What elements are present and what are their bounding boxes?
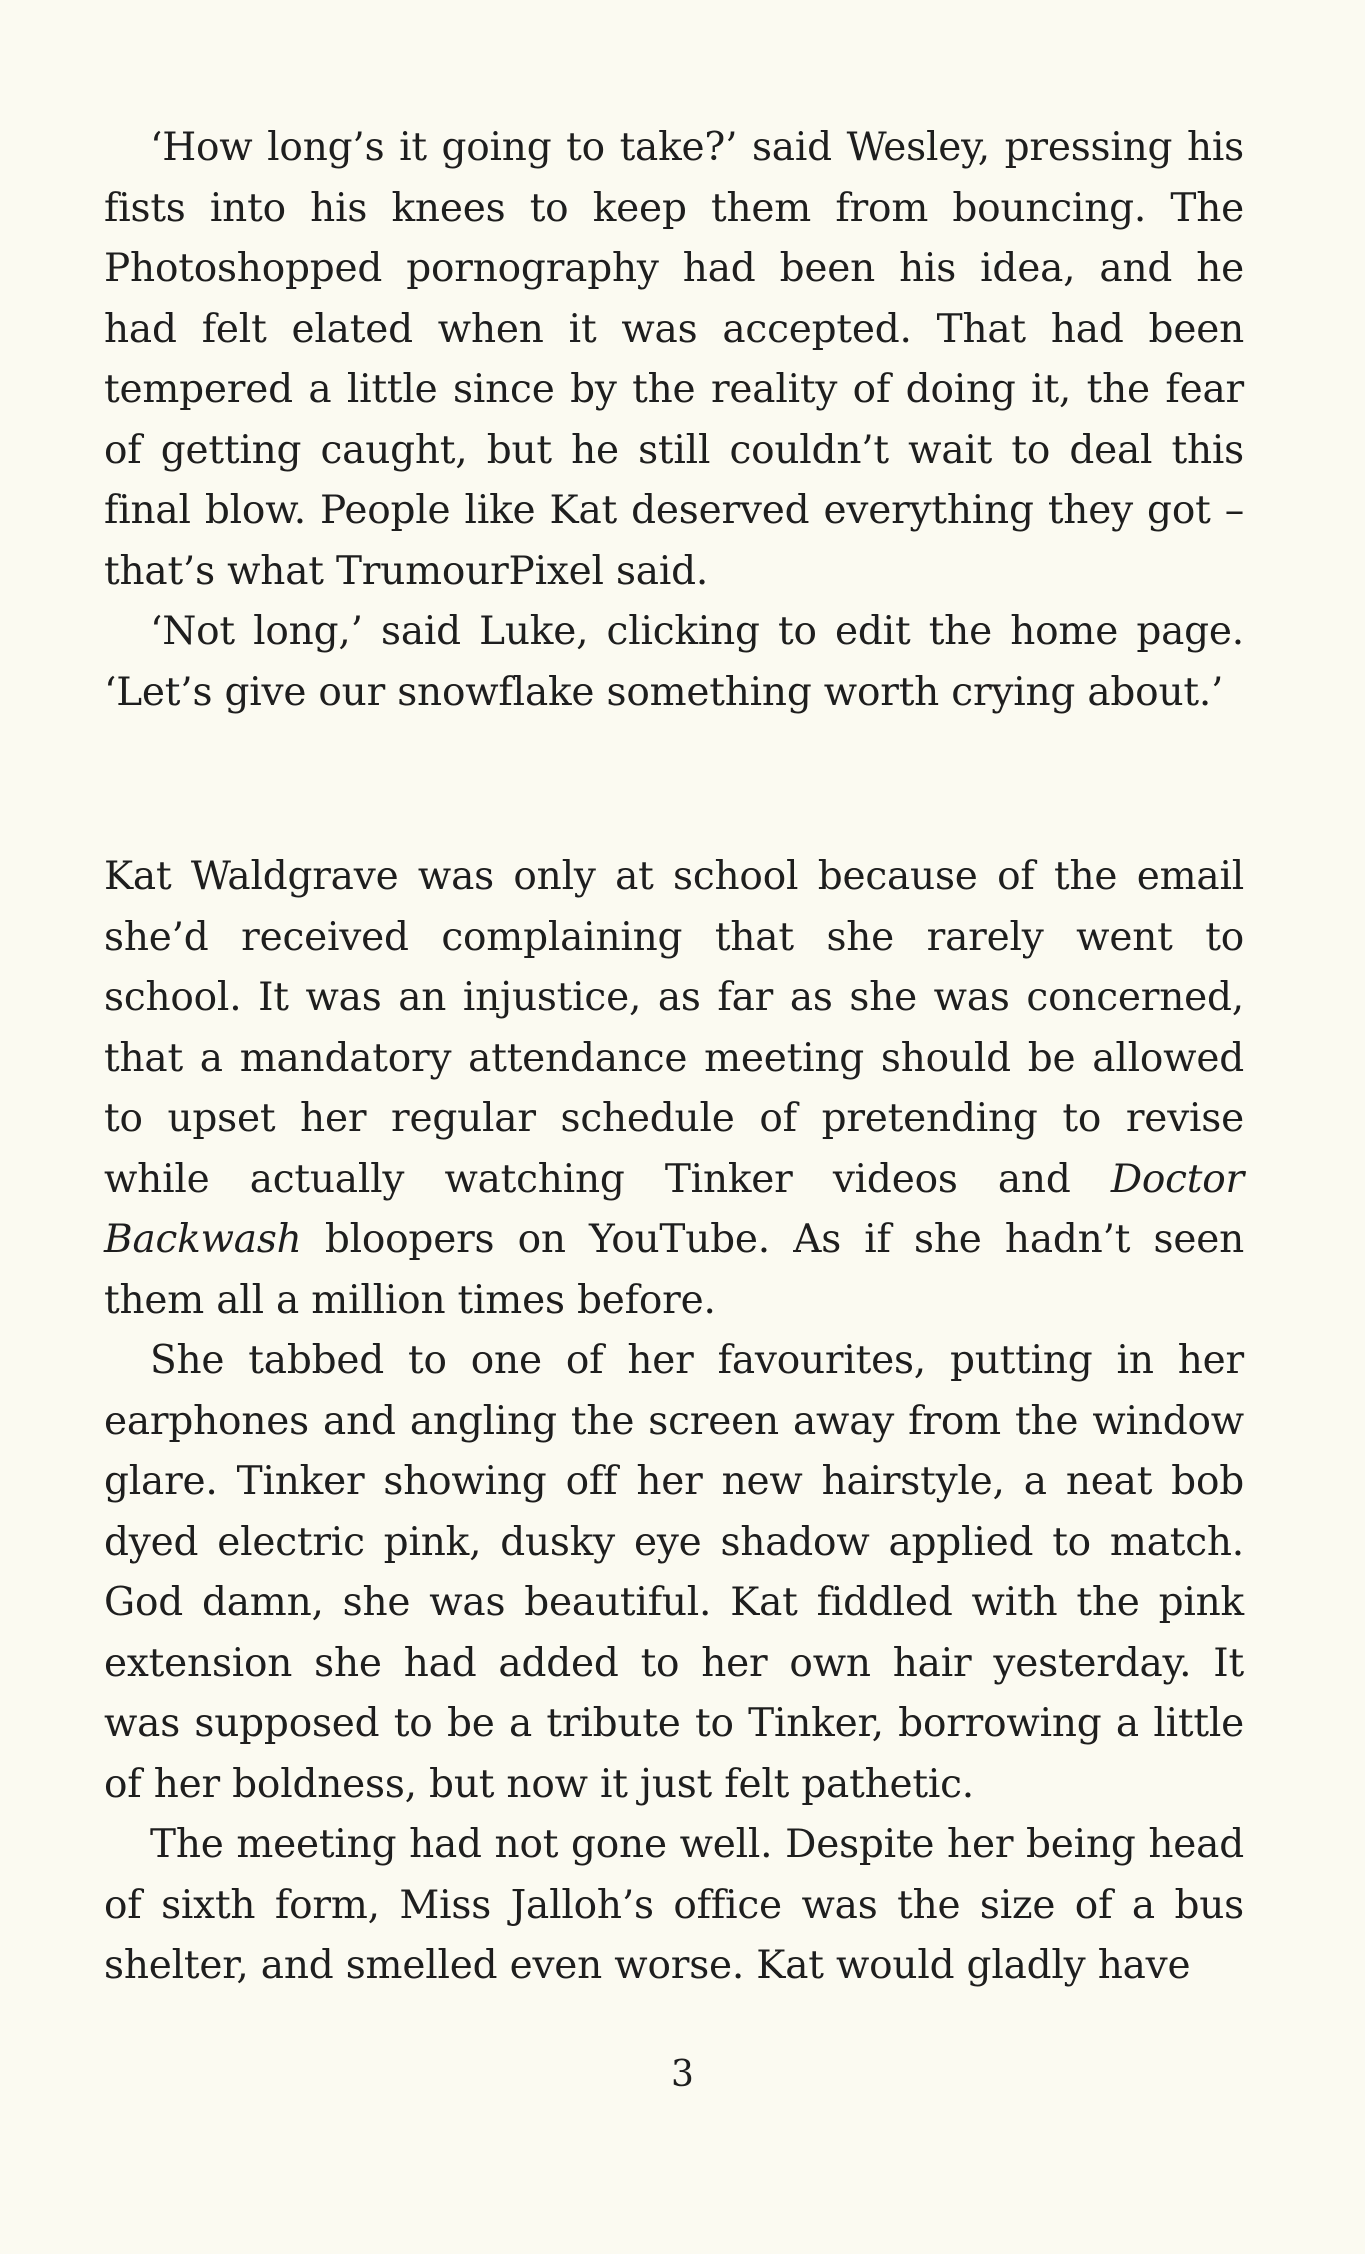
- paragraph-meeting: The meeting had not gone well. Despite her being head of sixth form, Miss Jalloh’s office was the size of a bus shelter, and smelled even worse. Kat would gladly have: [104, 1822, 1244, 1988]
- paragraph-wesley: ‘How long’s it going to take?’ said Wesley, pressing his fists into his knees to keep them from bouncing. The Photoshopped pornography had been his idea, and he had felt elated when it was accepted. That had been tempered a little since by the reality of doing it, the fear of getting caught, but he still couldn’t wait to deal this final blow. People like Kat deserved everything they got – that’s what TrumourPixel said.: [104, 125, 1244, 594]
- paragraph-tinker-video: She tabbed to one of her favourites, putting in her earphones and angling the screen away from the window glare. Tinker showing off her new hairstyle, a neat bob dyed electric pink, dusky eye shadow applied to match. God damn, she was beautiful. Kat fiddled with the pink extension she had added to her own hair yesterday. It was supposed to be a tribute to Tinker, borrowing a little of her boldness, but now it just felt pathetic.: [104, 1338, 1244, 1807]
- paragraph-luke: ‘Not long,’ said Luke, clicking to edit the home page. ‘Let’s give our snowflake something worth crying about.’: [104, 609, 1244, 715]
- paragraph-kat-school-text-a: Kat Waldgrave was only at school because of the email she’d received complaining that she rarely went to school. It was an injustice, as far as she was concerned, that a mandatory attendance meeting should be allowed to upset her regular schedule of pretending to revise while actually watching Tinker videos and: [104, 854, 1244, 1202]
- paragraph-kat-school: [104, 847, 1244, 1331]
- section-two: [104, 847, 1244, 1997]
- page-number: 3: [671, 2054, 694, 2095]
- paragraph-kat-school-text-b: bloopers on YouTube. As if she hadn’t seen them all a million times before.: [104, 1217, 1244, 1323]
- show-title-italic: Doctor Backwash: [104, 1156, 1244, 1262]
- section-one: [104, 118, 1244, 723]
